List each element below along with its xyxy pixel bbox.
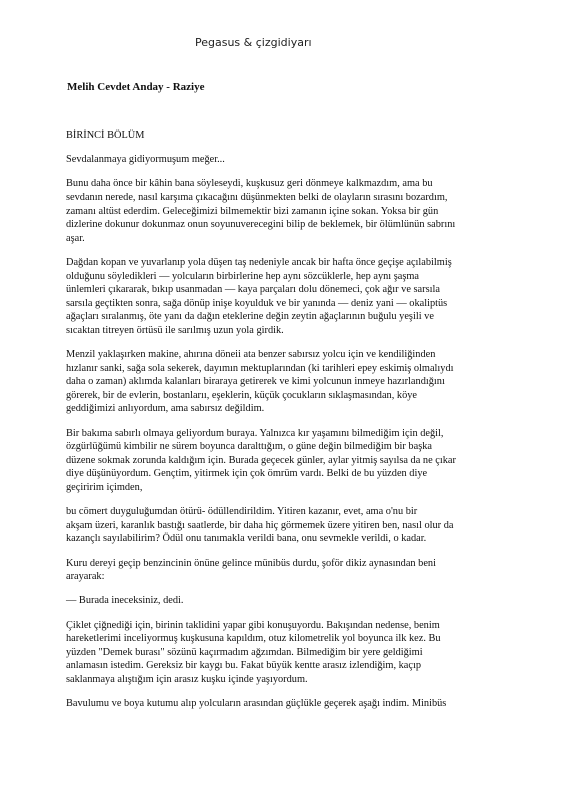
paragraph: — Burada ineceksiniz, dedi. [66,595,184,607]
site-header: Pegasus & çizgidiyarı [195,36,312,49]
paragraph: BİRİNCİ BÖLÜM [66,130,145,141]
paragraph: Bavulumu ve boya kutumu alıp yolcuların arasından güçlükle geçerek aşağı indim. Minibüs [66,698,447,710]
document-title: Melih Cevdet Anday - Raziye [67,81,205,93]
document-body [66,129,521,721]
paragraph: Dağdan kopan ve yuvarlanıp yola düşen taş nedeniyle ancak bir hafta önce geçişe açılabilmiş olduğunu söyledikleri — yolcuların birbirlerine hep aynı sözcüklerle, hep aynı şaşma ünlemleri çıkararak, bıkıp usanmadan — kaya parçaları dolu dönemeci, çok ağır ve sarsıla sarsıla geçtikten sonra, sağa dönüp inişe koyulduk ve bir yanında — deniz yani — okaliptüs ağaçları sıralanmış, öte yanı da dağın eteklerine değin zeytin ağaçlarının buğulu yeşili ve sıcaktan titreyen örtüsü ile sarılmış uzun yola girdik. [66,256,452,336]
paragraph: Sevdalanmaya gidiyormuşum meğer... [66,154,225,166]
paragraph: Menzil yaklaşırken makine, ahırına döneii ata benzer sabırsız yolcu için ve kendiliğinden hızlanır sanki, sağa sola sekerek, dayımın mektuplarından (ki tarihleri epey eskimiş olmalıydı daha o zaman) aklımda kalanları biraraya getirerek ve kimi yolcunun inmeye hazırlandığını görerek, bir de evlerin, bostanlarıı, eşeklerin, küçük çocukların sıklaşmasından, köye geddiğimizi anlıyordum, ama sabırsız değildim. [66,349,454,415]
paragraph: Çiklet çiğnediği için, birinin taklidini yapar gibi konuşuyordu. Bakışından nedense, benim hareketlerimi inceliyormuş kuşkusuna kapıldım, otuz kilometrelik yol boyunca ilk kez. Bu yüzden "Demek burası" sözünü kaçırmadım ağzımdan. Bilmediğim bir yere geldiğimi anlamasın istedim. Gereksiz bir kaygı bu. Fakat büyük kentte arasız izlendiğim, kaçıp saklanmaya alıştığım için arasız kuşku içinde yaşıyordum. [66,619,441,685]
paragraph: bu cömert duyguluğumdan ötürü- ödüllendirildim. Yitiren kazanır, evet, ama o'nu bir akşam üzeri, karanlık bastığı saatlerde, bir daha hiç görmemek üzere yitiren ben, nasıl olur da kazançlı sayılabilirim? Ödül onu tanımakla verildi bana, onu sevmekle verildi, o kadar. [66,506,454,545]
paragraph: Kuru dereyi geçip benzincinin önüne gelince münibüs durdu, şoför dikiz aynasından beni arayarak: [66,557,436,583]
paragraph: Bunu daha önce bir kâhin bana söyleseydi, kuşkusuz geri dönmeye kalkmazdım, ama bu sevdanın nerede, nasıl karşıma çıkacağını düşünmekten belki de olayların sırasını bozardım, zamanı altüst ederdim. Geleceğimizi bilmemektir bizi zamanın içine sokan. Yoksa bir gün dizlerine dokunur dokunmaz onun soyunuverecegini bilip de beklemek, bir ölümlünün sabrını aşar. [66,178,456,244]
paragraph: Bir bakıma sabırlı olmaya geliyordum buraya. Yalnızca kır yaşamını bilmediğim için değil, özgürlüğümü kimbilir ne sürem boyunca daralttığım, o güne değin bilmediğim bir başka düzene sokmak zorunda kaldığım için. Burada geçecek günler, aylar yitmiş sayılsa da ne çıkar diye düşünüyordum. Gençtim, yitirmek için çok ömrüm vardı. Belki de bu yüzden diye geçiririm içimden, [66,427,456,494]
